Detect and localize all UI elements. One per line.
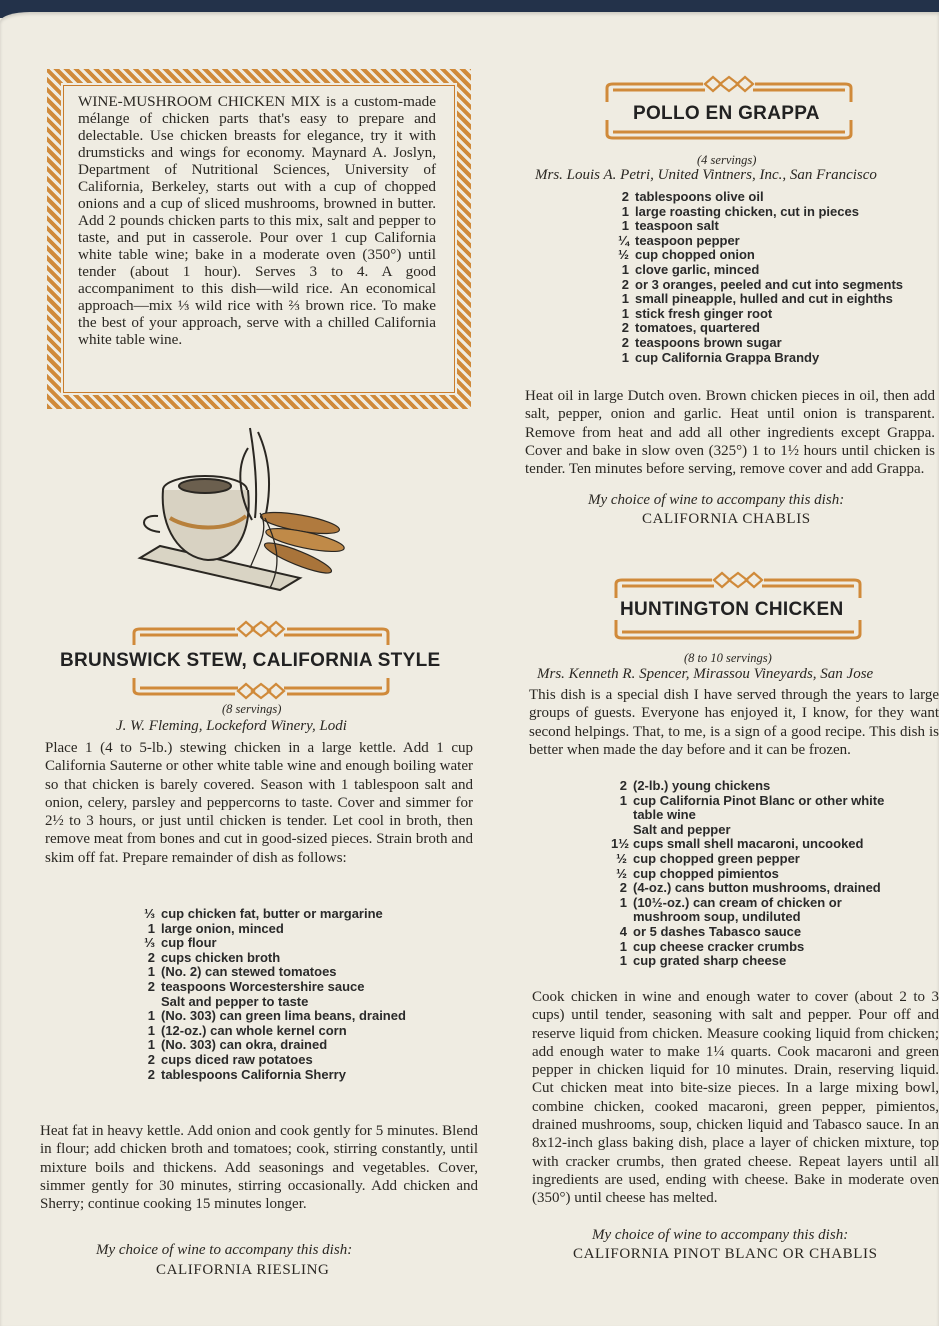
ingredient-text: (4-oz.) cans button mushrooms, drained <box>633 880 881 896</box>
ingredient-item <box>139 1009 409 1024</box>
ingredient-item <box>611 954 911 969</box>
ingredient-text: (2-lb.) young chickens <box>633 778 771 793</box>
ingredient-item <box>611 896 911 925</box>
ingredient-text: (No. 303) can green lima beans, drained <box>161 1008 406 1024</box>
ingredient-text: teaspoon salt <box>635 218 719 234</box>
ingredient-qty: 2 <box>147 978 155 994</box>
huntington-ingredient-list <box>611 779 911 969</box>
ingredient-item <box>613 278 903 293</box>
brunswick-wine: CALIFORNIA RIESLING <box>156 1262 330 1278</box>
ingredient-item <box>611 794 911 823</box>
ingredient-qty: ¼ <box>618 232 629 248</box>
brunswick-byline: J. W. Fleming, Lockeford Winery, Lodi <box>116 718 347 734</box>
ingredient-qty: 1 <box>621 305 629 321</box>
ingredient-qty: ⅓ <box>144 935 155 951</box>
ingredient-text: small pineapple, hulled and cut in eighths <box>635 291 893 307</box>
ingredient-text: cup cheese cracker crumbs <box>633 938 805 954</box>
huntington-method: Cook chicken in wine and enough water to cover (about 2 to 3 cups) until tender, seasoning with salt and pepper. Pour off and reserve liquid from chicken. Measure cooking liquid from chicken; add enough water to make 1¼ quarts. Cook macaroni and green pepper in chicken liquid for 10 minutes. Drain, reserving liquid. Cut chicken meat into bite-size pieces. In a large mixing bowl, combine chicken, cooked macaroni, green pepper, pimientos, drained mushrooms, soup, chicken liquid and Tabasco sauce. In an 8x12-inch glass baking dish, place a layer of chicken mixture, top with cracker crumbs, then grated cheese. Repeat layers until all ingredients are used, ending with cheese. Bake in moderate oven (350°) until cheese has melted. <box>532 989 939 1207</box>
ingredient-item <box>613 248 903 263</box>
ingredient-item <box>139 1068 409 1083</box>
ingredient-item <box>613 307 903 322</box>
ingredient-qty: 2 <box>147 1066 155 1082</box>
pollo-title: POLLO EN GRAPPA <box>633 103 820 124</box>
ingredient-item <box>611 925 911 940</box>
ingredient-qty: 1 <box>621 203 629 219</box>
ingredient-text: cups diced raw potatoes <box>161 1051 313 1067</box>
brunswick-servings: (8 servings) <box>222 702 282 716</box>
ingredient-text: Salt and pepper to taste <box>161 993 309 1009</box>
ingredient-item <box>611 779 911 794</box>
ingredient-item <box>611 852 911 867</box>
ingredient-qty: 2 <box>621 276 629 292</box>
ingredient-text: stick fresh ginger root <box>635 305 773 321</box>
brunswick-method: Heat fat in heavy kettle. Add onion and cook gently for 5 minutes. Blend in flour; add chicken broth and tomatoes; cook, stirring constantly, until mixture boils and thickens. Add seasonings and vegetables. Cover, simmer gently for 30 minutes, stirring occasionally. Add chicken and Sherry; continue cooking 15 minutes longer. <box>40 1123 478 1213</box>
ingredient-text: tablespoons olive oil <box>635 189 764 204</box>
huntington-wine-intro: My choice of wine to accompany this dish: <box>592 1227 849 1243</box>
ingredient-text: tablespoons California Sherry <box>161 1066 346 1082</box>
ingredient-text: (No. 303) can okra, drained <box>161 1037 328 1053</box>
ingredient-qty: 1 <box>147 1037 155 1053</box>
ingredient-text: or 3 oranges, peeled and cut into segments <box>635 276 904 292</box>
pollo-wine: CALIFORNIA CHABLIS <box>642 511 811 527</box>
sidebar-text: WINE-MUSHROOM CHICKEN MIX is a custom-made mélange of chicken parts that's easy to prepare and delectable. Use chicken breasts for elegance, try it with drumsticks and wings for economy. Maynard A. Joslyn, Department of Nutritional Sciences, University of California, Berkeley, starts out with a cup of chopped onions and a cup of sliced mushrooms, browned in butter. Add 2 pounds chicken parts to this mix, salt and pepper to taste, and put in casserole. Pour over 1 cup California white table wine; bake in a moderate oven (350°) until tender (about 1 hour). Serves 3 to 4. A good accompaniment to this dish—wild rice. An economical approach—mix ⅓ wild rice with ⅔ brown rice. To make the best of your approach, serve with a chilled California white table wine. <box>78 93 436 348</box>
brunswick-ingredient-list <box>139 907 409 1082</box>
ingredient-text: teaspoons brown sugar <box>635 334 782 350</box>
ingredient-item <box>613 219 903 234</box>
ingredient-qty: 1 <box>621 349 629 365</box>
ingredient-qty: 1 <box>621 261 629 277</box>
brunswick-intro: Place 1 (4 to 5-lb.) stewing chicken in a large kettle. Add 1 cup California Sauterne or other white table wine and enough boiling water so that chicken is barely covered. Season with 1 tablespoon salt and onion, celery, parsley and peppercorns to taste. Cover and simmer for 2½ to 3 hours, or just until chicken is tender. Let cool in broth, then remove meat from bones and cut in good-sized pieces. Strain broth and skim off fat. Prepare remainder of dish as follows: <box>45 740 473 866</box>
ingredient-item <box>613 234 903 249</box>
ingredient-item <box>613 351 903 366</box>
ingredient-text: (No. 2) can stewed tomatoes <box>161 964 337 980</box>
ingredient-qty: 2 <box>147 1051 155 1067</box>
ingredient-text: cups small shell macaroni, uncooked <box>633 836 864 852</box>
ingredient-qty: 2 <box>621 320 629 336</box>
ingredient-qty: 1 <box>619 894 627 910</box>
huntington-intro: This dish is a special dish I have served through the years to large groups of guests. Everyone has enjoyed it, I know, for they want second helpings. That, to me, is a sign of a good recipe. This dish is better when made the day before and it can be frozen. <box>529 687 939 758</box>
ingredient-text: cup chopped onion <box>635 247 755 263</box>
ingredient-item <box>139 965 409 980</box>
ingredient-qty: 1 <box>619 938 627 954</box>
ingredient-text: large onion, minced <box>161 920 284 936</box>
ingredient-qty: 1 <box>621 218 629 234</box>
ingredient-item <box>139 1038 409 1053</box>
ingredient-qty: 2 <box>619 778 627 793</box>
brunswick-wine-intro: My choice of wine to accompany this dish: <box>96 1242 353 1258</box>
ingredient-item <box>611 867 911 882</box>
ingredient-qty: 1 <box>619 792 627 808</box>
ingredient-qty: 1 <box>147 1022 155 1038</box>
ingredient-text: Salt and pepper <box>633 821 731 837</box>
ingredient-text: cup grated sharp cheese <box>633 953 787 969</box>
ingredient-text: cup chicken fat, butter or margarine <box>161 906 383 921</box>
ingredient-qty: 1 <box>619 953 627 969</box>
ingredient-text: cup California Grappa Brandy <box>635 349 820 365</box>
ingredient-qty: 1 <box>621 291 629 307</box>
huntington-wine: CALIFORNIA PINOT BLANC OR CHABLIS <box>573 1246 878 1262</box>
ingredient-item <box>613 292 903 307</box>
brunswick-title: BRUNSWICK STEW, CALIFORNIA STYLE <box>60 650 441 671</box>
brunswick-banner-top <box>130 617 392 647</box>
ingredient-item <box>611 823 911 838</box>
huntington-byline: Mrs. Kenneth R. Spencer, Mirassou Vineyards, San Jose <box>537 666 874 682</box>
ingredient-item <box>139 951 409 966</box>
huntington-title: HUNTINGTON CHICKEN <box>620 599 844 620</box>
ingredient-item <box>613 205 903 220</box>
ingredient-item <box>139 1053 409 1068</box>
ingredient-text: cups chicken broth <box>161 949 281 965</box>
ingredient-item <box>613 336 903 351</box>
ingredient-item <box>613 263 903 278</box>
ingredient-item <box>139 936 409 951</box>
ingredient-text: cup chopped pimientos <box>633 865 779 881</box>
ingredient-qty: ½ <box>616 850 627 866</box>
pot-and-corn-icon <box>130 418 370 598</box>
ingredient-text: cup flour <box>161 935 217 951</box>
ingredient-text: large roasting chicken, cut in pieces <box>635 203 859 219</box>
ingredient-qty: 2 <box>619 880 627 896</box>
ingredient-text: (10½-oz.) can cream of chicken or mushroom soup, undiluted <box>633 894 842 925</box>
ingredient-text: cup chopped green pepper <box>633 850 800 866</box>
ingredient-qty: 1 <box>147 920 155 936</box>
ingredient-item <box>139 907 409 922</box>
ingredient-qty: 1½ <box>611 836 630 852</box>
pollo-wine-intro: My choice of wine to accompany this dish: <box>588 492 845 508</box>
ingredient-qty: 1 <box>147 964 155 980</box>
pollo-byline: Mrs. Louis A. Petri, United Vintners, Inc., San Francisco <box>535 167 877 183</box>
ingredient-item <box>611 881 911 896</box>
ingredient-text: tomatoes, quartered <box>635 320 760 336</box>
ingredient-text: or 5 dashes Tabasco sauce <box>633 923 802 939</box>
ingredient-item <box>613 321 903 336</box>
huntington-servings: (8 to 10 servings) <box>684 651 772 665</box>
ingredient-item <box>139 922 409 937</box>
ingredient-text: cup California Pinot Blanc or other white table wine <box>633 792 885 823</box>
pollo-servings: (4 servings) <box>697 153 757 167</box>
ingredient-item <box>611 940 911 955</box>
pollo-ingredient-list <box>613 190 903 365</box>
pollo-method: Heat oil in large Dutch oven. Brown chicken pieces in oil, then add salt, pepper, onion and garlic. Heat until onion is transparent. Remove from heat and add all other ingredients except Grappa. Cover and bake in slow oven (325°) 1 to 1½ hours until chicken is tender. Ten minutes before serving, remove cover and add Grappa. <box>525 388 935 478</box>
ingredient-text: teaspoons Worcestershire sauce <box>161 978 365 994</box>
ingredient-item <box>139 1024 409 1039</box>
ingredient-text: clove garlic, minced <box>635 261 760 277</box>
ingredient-qty: 2 <box>621 189 629 204</box>
ingredient-item <box>139 995 409 1010</box>
ingredient-qty: ½ <box>616 865 627 881</box>
ingredient-qty: ⅓ <box>144 906 155 921</box>
ingredient-qty: 2 <box>147 949 155 965</box>
ingredient-text: (12-oz.) can whole kernel corn <box>161 1022 347 1038</box>
ingredient-item <box>139 980 409 995</box>
ingredient-item <box>611 837 911 852</box>
ingredient-text: teaspoon pepper <box>635 232 740 248</box>
ingredient-qty: 4 <box>619 923 627 939</box>
ingredient-qty: 2 <box>621 334 629 350</box>
ingredient-qty: ½ <box>618 247 629 263</box>
ingredient-item <box>613 190 903 205</box>
ingredient-qty: 1 <box>147 1008 155 1024</box>
